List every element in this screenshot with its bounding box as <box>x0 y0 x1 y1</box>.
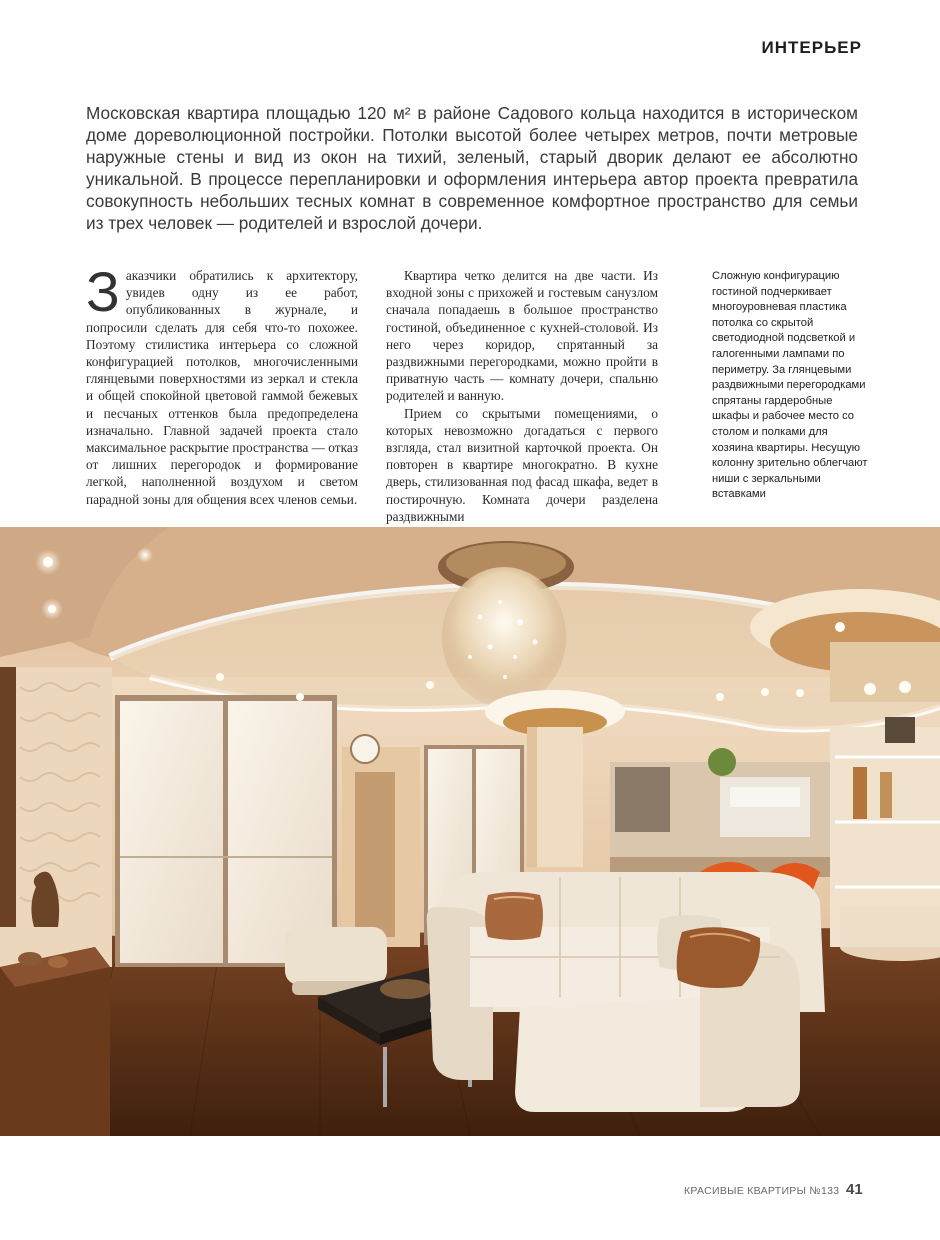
article-column-2 <box>386 267 658 525</box>
section-title: ИНТЕРЬЕР <box>761 38 862 57</box>
page-number: 41 <box>846 1181 863 1198</box>
magazine-issue: КРАСИВЫЕ КВАРТИРЫ №133 <box>684 1185 840 1197</box>
article-column-1 <box>86 260 358 508</box>
column-2-paragraph-2: Прием со скрытыми помещениями, о которых невозможно догадаться с первого взгляда, стал визитной карточкой проекта. Он повторен в квартире многократно. В кухне дверь, стилизованная под фасад шкафа, ведет в постирочную. Комната дочери разделена раздвижными <box>386 405 658 524</box>
drop-cap: З <box>86 260 120 323</box>
photo-caption: Сложную конфигурацию гостиной подчеркивает многоуровневая пластика потолка со скрытой светодиодной подсветкой и галогенными лампами по периметру. За глянцевыми раздвижными перегородками спрятаны гардеробные шкафы и рабочее место со столом и полками для хозяина квартиры. Несущую колонну зрительно облегчают ниши с зеркальными вставками <box>712 270 868 501</box>
column-1-text: аказчики обратились к архитектору, увидев одну из ее работ, опубликованных в журнале, и попросили сделать для себя что-то похожее. Поэтому стилистика интерьера со сложной конфигурацией потолков, многочисленными глянцевыми поверхностями из зеркал и стекла и общей спокойной цветовой гаммой бежевых и песчаных оттенков была предопределена изначально. Главной задачей проекта стало максимальное раскрытие пространства — отказ от лишних перегородок и формирование легкой, наполненной воздухом и светом парадной зоны для общения всех членов семьи. <box>86 268 358 507</box>
lead-paragraph: Московская квартира площадью 120 м² в районе Садового кольца находится в историческом доме дореволюционной постройки. Потолки высотой более четырех метров, почти метровые наружные стены и вид из окон на тихий, зеленый, старый дворик делают ее абсолютно уникальной. В процессе перепланировки и оформления интерьера автор проекта превратила совокупность небольших тесных комнат в современное комфортное пространство для семьи из трех человек — родителей и взрослой дочери. <box>86 103 858 233</box>
living-room-photo <box>0 527 940 1136</box>
column-2-paragraph-1: Квартира четко делится на две части. Из входной зоны с прихожей и гостевым санузлом сначала попадаешь в большое пространство гостиной, объединенное с кухней-столовой. Из него через коридор, спрятанный за раздвижными перегородками, можно пройти в приватную часть — комнату дочери, спальню родителей и ванную. <box>386 268 658 404</box>
column-1-paragraph <box>86 260 358 508</box>
